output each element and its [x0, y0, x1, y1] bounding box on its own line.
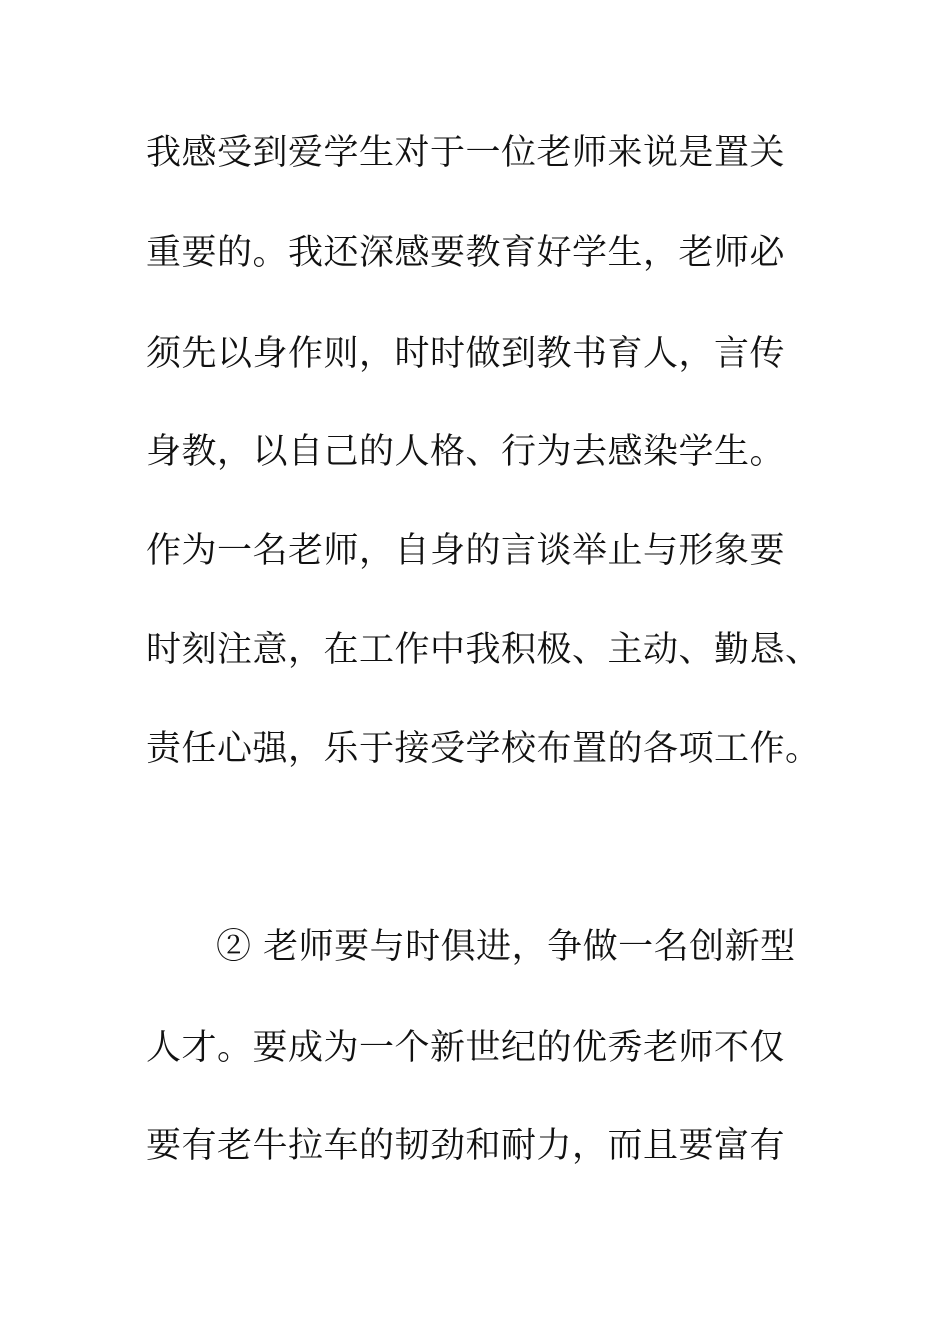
paragraph-line: 时刻注意，在工作中我积极、主动、勤恳、 — [146, 630, 821, 670]
paragraph-line: 须先以身作则，时时做到教书育人，言传 — [146, 334, 786, 374]
paragraph-line: 作为一名老师，自身的言谈举止与形象要 — [146, 531, 786, 571]
numbered-paragraph-start: ② 老师要与时俱进，争做一名创新型 — [216, 927, 796, 967]
paragraph-line: 我感受到爱学生对于一位老师来说是置关 — [146, 133, 786, 173]
paragraph-line: 要有老牛拉车的韧劲和耐力，而且要富有 — [146, 1126, 786, 1166]
paragraph-line: 身教，以自己的人格、行为去感染学生。 — [146, 432, 786, 472]
paragraph-line: 人才。要成为一个新世纪的优秀老师不仅 — [146, 1028, 786, 1068]
paragraph-line: 责任心强，乐于接受学校布置的各项工作。 — [146, 729, 821, 769]
paragraph-line: 重要的。我还深感要教育好学生，老师必 — [146, 233, 786, 273]
